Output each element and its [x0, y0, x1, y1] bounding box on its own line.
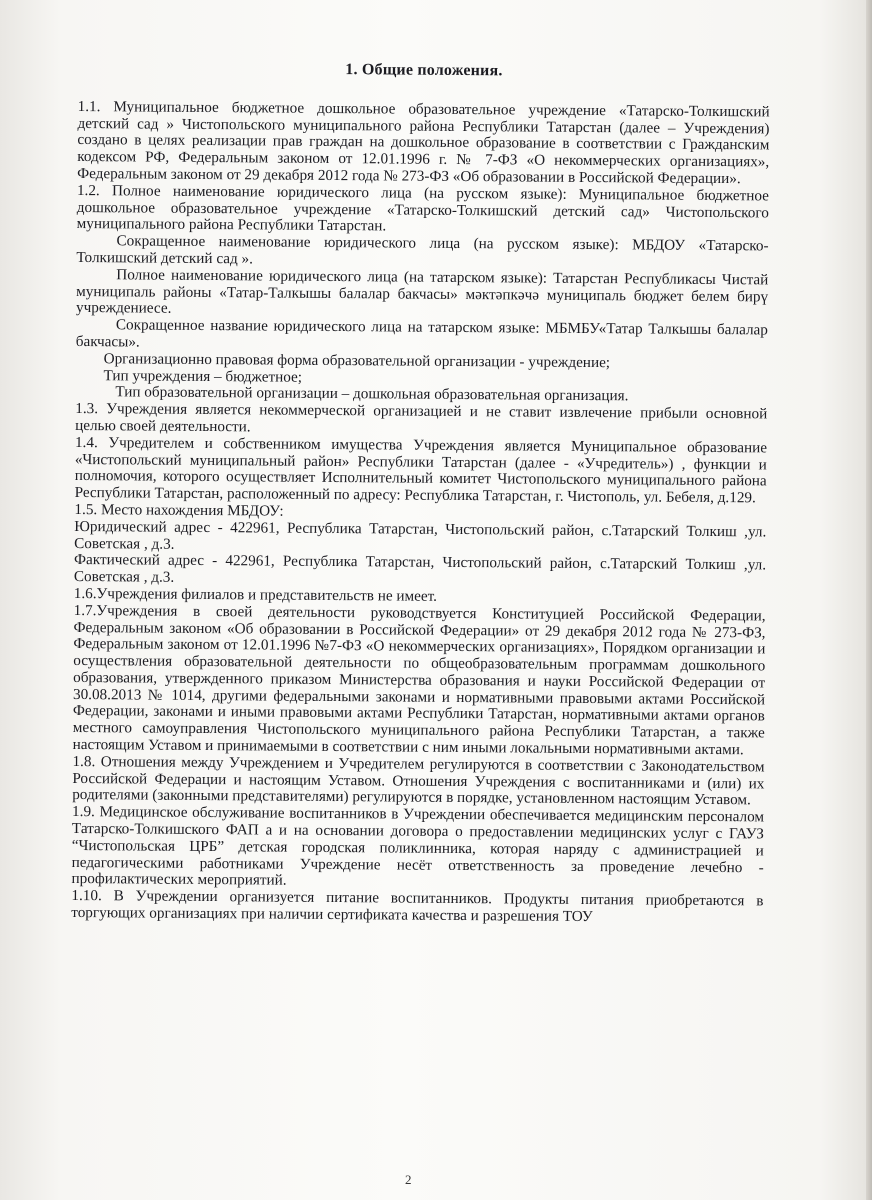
paragraph-1-2: 1.2. Полное наименование юридического лица (на русском языке): Муниципальное бюджетное дошкольное образовательное учреждение «Татарско-Толкишский детский сад» Чистопольского муниципального района Республики Татарстан. — [76, 181, 770, 235]
paragraph-short-name-ru: Сокращенное наименование юридического лица (на русском языке): МБДОУ «Татарско-Толкишский детский сад ». — [76, 232, 769, 268]
paragraph-1-6: 1.6.Учреждения филиалов и представительств не имеет. — [73, 584, 437, 605]
paragraph-legal-form: Организационно правовая форма образовательной организации - учреждение; — [103, 349, 611, 371]
paragraph-1-7: 1.7.Учреждения в своей деятельности руководствуется Конституцией Российской Федерации, Федеральным законом «Об образовании в Российской Федерации» от 29 декабря 2012 года № 273-ФЗ, Федеральным законом от 12.01.1996 №7-ФЗ «О некоммерческих организациях», Порядком организации и осуществления образовательной деятельности по общеобразовательным программам дошкольного образования, утвержденного приказом Министерства образования и науки Российской Федерации от 30.08.2013 № 1014, другими федеральными законами и нормативными правовыми актами Российской Федерации, законами и иными правовыми актами Республики Татарстан, нормативными актами органов местного самоуправления Чистопольского муниципального района Республики Татарстан, а также настоящим Уставом и принимаемыми в соответствии с ним иными локальными нормативными актами. — [72, 601, 766, 759]
paragraph-1-3: 1.3. Учреждения является некоммерческой организацией и не ставит извлечение прибыли основной целью своей деятельности. — [75, 400, 768, 436]
paragraph-full-name-tt: Полное наименование юридического лица (на татарском языке): Татарстан Республикасы Чистай муниципаль районы «Татар-Талкышы балалар бакчасы» мәктәпкәчә муниципаль бюджет белем бирү учреждениесе. — [75, 266, 769, 318]
paragraph-legal-address: Юридический адрес - 422961, Республика Татарстан, Чистопольский район, с.Татарский Толкиш ,ул. Советская , д.3. — [74, 517, 767, 553]
paragraph-1-8: 1.8. Отношения между Учреждением и Учредителем регулируются в соответствии с Законодательством Российской Федерации и настоящим Уставом. Отношения Учреждения с воспитанниками и (или) их родителями (законными представителями) регулируются в порядке, установленном настоящим Уставом. — [72, 752, 765, 809]
paragraph-1-10: 1.10. В Учреждении организуется питание воспитанников. Продукты питания приобретаются в торгующих организациях при наличии сертификата качества и разрешения ТОУ — [71, 887, 764, 926]
paragraph-1-1: 1.1. Муниципальное бюджетное дошкольное образовательное учреждение «Татарско-Толкишский детский сад » Чистопольского муниципального района Республики Татарстан (далее – Учреждения) создано в целях реализации прав граждан на дошкольное образование в соответствии с Гражданским кодексом РФ, Федеральным законом от 12.01.1996 г. № 7-ФЗ «О некоммерческих организациях», Федеральным законом от 29 декабря 2012 года № 273-ФЗ «Об образовании в Российской Федерации». — [77, 97, 770, 188]
paragraph-1-5: 1.5. Место нахождения МБДОУ: — [74, 500, 284, 520]
section-title: 1. Общие положения. — [345, 61, 503, 80]
page-number: 2 — [405, 1172, 412, 1187]
paragraph-short-name-tt: Сокращенное название юридического лица на татарском языке: МБМБУ«Татар Талкышы балалар бакчасы». — [75, 316, 768, 351]
paragraph-org-type: Тип образовательной организации – дошкольная образовательная организация. — [115, 383, 629, 405]
paragraph-1-4: 1.4. Учредителем и собственником имущества Учреждения является Муниципальное образование «Чистопольский муниципальный район» Республики Татарстан (далее - «Учредитель») , функции и полномочия, которого осуществляет Исполнительный комитет Чистопольского муниципального района Республики Татарстан, расположенный по адресу: Республика Татарстан, г. Чистополь, ул. Бебеля, д.129. — [74, 433, 768, 507]
paragraph-institution-type: Тип учреждения – бюджетное; — [103, 366, 303, 386]
paragraph-1-9: 1.9. Медицинское обслуживание воспитанников в Учреждении обеспечивается медицинским персоналом Татарско-Толкишского ФАП а и на основании договора о предоставлении медицинских услуг с ГАУЗ “Чистопольская ЦРБ” детская городская поликлинника, которая наряду с администрацией и педагогическими работниками Учреждение несёт ответственность за проведение лечебно - профилактических мероприятий. — [71, 803, 765, 890]
document-content — [71, 60, 770, 927]
paragraph-actual-address: Фактический адрес - 422961, Республика Татарстан, Чистопольский район, с.Татарский Толкиш ,ул. Советская , д.3. — [73, 551, 767, 586]
scan-edge — [866, 0, 872, 1200]
